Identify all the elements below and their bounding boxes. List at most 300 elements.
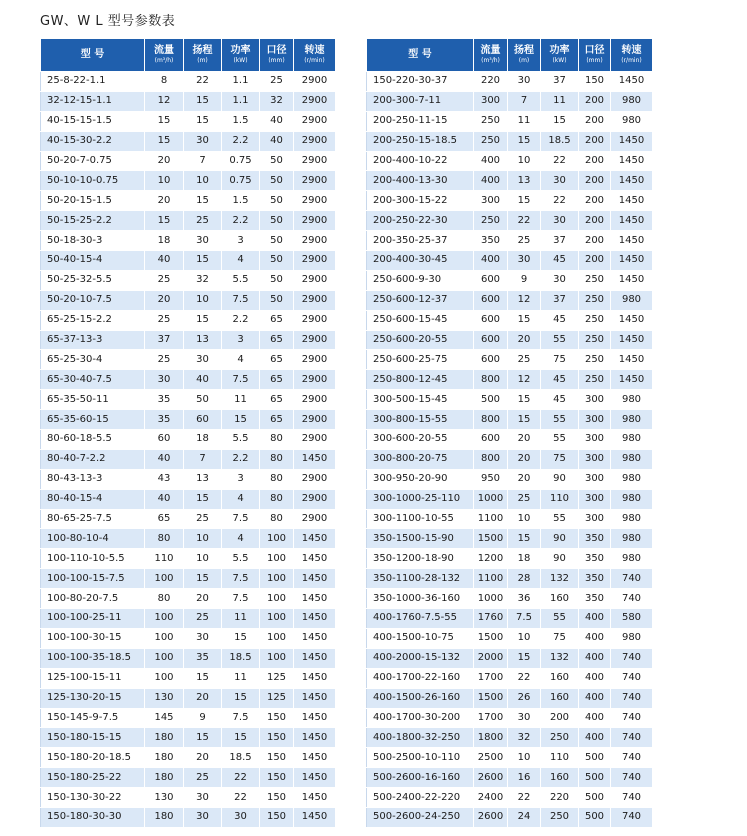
model-cell: 100-100-25-11 [41, 609, 145, 629]
head-cell: 15 [184, 111, 222, 131]
table-row [367, 410, 653, 430]
caliber-cell: 50 [260, 251, 294, 271]
model-cell: 150-180-25-22 [41, 768, 145, 788]
caliber-cell: 300 [579, 509, 611, 529]
caliber-cell: 40 [260, 131, 294, 151]
caliber-cell: 65 [260, 310, 294, 330]
table-row [367, 310, 653, 330]
model-cell: 40-15-15-1.5 [41, 111, 145, 131]
table-row [41, 549, 336, 569]
speed-cell: 2900 [294, 350, 336, 370]
power-cell: 3 [222, 231, 260, 251]
caliber-cell: 400 [579, 688, 611, 708]
table-row [367, 111, 653, 131]
table-row [367, 549, 653, 569]
speed-cell: 1450 [611, 211, 653, 231]
table-row [41, 609, 336, 629]
speed-cell: 2900 [294, 72, 336, 92]
flow-cell: 500 [474, 390, 508, 410]
caliber-cell: 100 [260, 529, 294, 549]
header-flow: 流量 (m³/h) [145, 39, 184, 72]
flow-cell: 950 [474, 469, 508, 489]
head-cell: 13 [184, 469, 222, 489]
caliber-cell: 50 [260, 191, 294, 211]
power-cell: 1.5 [222, 111, 260, 131]
model-cell: 50-18-30-3 [41, 231, 145, 251]
speed-cell: 980 [611, 509, 653, 529]
table-row [41, 390, 336, 410]
table-row [367, 171, 653, 191]
power-cell: 5.5 [222, 270, 260, 290]
model-cell: 500-2600-16-160 [367, 768, 474, 788]
model-cell: 80-65-25-7.5 [41, 509, 145, 529]
head-cell: 30 [508, 708, 541, 728]
model-cell: 50-20-7-0.75 [41, 151, 145, 171]
header-model: 型 号 [367, 39, 474, 72]
speed-cell: 1450 [611, 171, 653, 191]
head-cell: 24 [508, 807, 541, 827]
caliber-cell: 250 [579, 370, 611, 390]
flow-cell: 1100 [474, 509, 508, 529]
speed-cell: 1450 [294, 529, 336, 549]
parameter-table-right [366, 38, 653, 828]
flow-cell: 2400 [474, 788, 508, 808]
power-cell: 30 [222, 807, 260, 827]
head-cell: 15 [184, 668, 222, 688]
flow-cell: 8 [145, 72, 184, 92]
head-cell: 36 [508, 589, 541, 609]
flow-cell: 20 [145, 151, 184, 171]
speed-cell: 1450 [294, 768, 336, 788]
power-cell: 75 [541, 350, 579, 370]
speed-cell: 1450 [294, 609, 336, 629]
model-cell: 200-250-11-15 [367, 111, 474, 131]
caliber-cell: 500 [579, 807, 611, 827]
model-cell: 400-2000-15-132 [367, 648, 474, 668]
head-cell: 25 [508, 350, 541, 370]
speed-cell: 980 [611, 469, 653, 489]
table-row [367, 131, 653, 151]
header-model: 型 号 [41, 39, 145, 72]
model-cell: 500-2400-22-220 [367, 788, 474, 808]
model-cell: 350-1000-36-160 [367, 589, 474, 609]
caliber-cell: 50 [260, 151, 294, 171]
model-cell: 400-1800-32-250 [367, 728, 474, 748]
power-cell: 55 [541, 609, 579, 629]
table-body-left [41, 72, 336, 828]
caliber-cell: 300 [579, 390, 611, 410]
power-cell: 3 [222, 330, 260, 350]
speed-cell: 2900 [294, 111, 336, 131]
head-cell: 12 [508, 290, 541, 310]
head-cell: 13 [184, 330, 222, 350]
speed-cell: 2900 [294, 270, 336, 290]
power-cell: 4 [222, 251, 260, 271]
power-cell: 15 [541, 111, 579, 131]
model-cell: 50-20-10-7.5 [41, 290, 145, 310]
head-cell: 13 [508, 171, 541, 191]
caliber-cell: 300 [579, 489, 611, 509]
head-cell: 20 [508, 449, 541, 469]
speed-cell: 1450 [294, 648, 336, 668]
model-cell: 250-600-12-37 [367, 290, 474, 310]
speed-cell: 980 [611, 410, 653, 430]
flow-cell: 600 [474, 350, 508, 370]
model-cell: 350-1500-15-90 [367, 529, 474, 549]
flow-cell: 35 [145, 390, 184, 410]
table-row [367, 350, 653, 370]
power-cell: 220 [541, 788, 579, 808]
speed-cell: 1450 [611, 231, 653, 251]
speed-cell: 2900 [294, 251, 336, 271]
caliber-cell: 100 [260, 569, 294, 589]
table-row [367, 807, 653, 827]
model-cell: 32-12-15-1.1 [41, 91, 145, 111]
model-cell: 300-1100-10-55 [367, 509, 474, 529]
power-cell: 30 [541, 171, 579, 191]
caliber-cell: 250 [579, 270, 611, 290]
power-cell: 7.5 [222, 569, 260, 589]
model-cell: 65-30-40-7.5 [41, 370, 145, 390]
flow-cell: 2600 [474, 768, 508, 788]
power-cell: 22 [222, 768, 260, 788]
caliber-cell: 50 [260, 171, 294, 191]
model-cell: 250-600-25-75 [367, 350, 474, 370]
model-cell: 125-130-20-15 [41, 688, 145, 708]
head-cell: 15 [508, 410, 541, 430]
speed-cell: 2900 [294, 211, 336, 231]
head-cell: 10 [184, 549, 222, 569]
table-row [367, 648, 653, 668]
speed-cell: 1450 [611, 270, 653, 290]
table-row [367, 748, 653, 768]
power-cell: 132 [541, 569, 579, 589]
speed-cell: 1450 [294, 728, 336, 748]
flow-cell: 1500 [474, 688, 508, 708]
header-caliber: 口径 (mm) [260, 39, 294, 72]
power-cell: 110 [541, 489, 579, 509]
speed-cell: 2900 [294, 131, 336, 151]
head-cell: 10 [508, 628, 541, 648]
flow-cell: 400 [474, 171, 508, 191]
power-cell: 22 [541, 151, 579, 171]
caliber-cell: 80 [260, 469, 294, 489]
power-cell: 75 [541, 449, 579, 469]
caliber-cell: 250 [579, 350, 611, 370]
flow-cell: 60 [145, 430, 184, 450]
head-cell: 15 [184, 728, 222, 748]
caliber-cell: 500 [579, 748, 611, 768]
model-cell: 150-180-30-30 [41, 807, 145, 827]
head-cell: 30 [184, 131, 222, 151]
caliber-cell: 350 [579, 589, 611, 609]
head-cell: 20 [508, 469, 541, 489]
caliber-cell: 200 [579, 191, 611, 211]
caliber-cell: 125 [260, 688, 294, 708]
speed-cell: 2900 [294, 310, 336, 330]
caliber-cell: 80 [260, 509, 294, 529]
head-cell: 10 [184, 290, 222, 310]
table-row [41, 788, 336, 808]
power-cell: 45 [541, 370, 579, 390]
model-cell: 500-2500-10-110 [367, 748, 474, 768]
head-cell: 30 [184, 807, 222, 827]
table-row [367, 330, 653, 350]
power-cell: 250 [541, 728, 579, 748]
table-header-row [41, 39, 336, 72]
table-row [367, 788, 653, 808]
speed-cell: 2900 [294, 290, 336, 310]
speed-cell: 2900 [294, 171, 336, 191]
speed-cell: 1450 [294, 748, 336, 768]
power-cell: 37 [541, 72, 579, 92]
table-row [41, 171, 336, 191]
model-cell: 200-300-15-22 [367, 191, 474, 211]
speed-cell: 2900 [294, 91, 336, 111]
head-cell: 28 [508, 569, 541, 589]
power-cell: 250 [541, 807, 579, 827]
head-cell: 20 [508, 330, 541, 350]
power-cell: 15 [222, 410, 260, 430]
caliber-cell: 300 [579, 410, 611, 430]
table-row [41, 430, 336, 450]
head-cell: 15 [508, 390, 541, 410]
caliber-cell: 200 [579, 231, 611, 251]
model-cell: 125-100-15-11 [41, 668, 145, 688]
head-cell: 22 [508, 668, 541, 688]
table-row [41, 648, 336, 668]
head-cell: 30 [508, 72, 541, 92]
power-cell: 7.5 [222, 708, 260, 728]
flow-cell: 600 [474, 310, 508, 330]
power-cell: 75 [541, 628, 579, 648]
speed-cell: 1450 [611, 251, 653, 271]
power-cell: 18.5 [222, 648, 260, 668]
caliber-cell: 300 [579, 469, 611, 489]
flow-cell: 600 [474, 270, 508, 290]
table-row [41, 310, 336, 330]
model-cell: 300-1000-25-110 [367, 489, 474, 509]
table-row [367, 509, 653, 529]
flow-cell: 100 [145, 668, 184, 688]
caliber-cell: 100 [260, 628, 294, 648]
speed-cell: 2900 [294, 231, 336, 251]
caliber-cell: 125 [260, 668, 294, 688]
caliber-cell: 400 [579, 628, 611, 648]
model-cell: 100-110-10-5.5 [41, 549, 145, 569]
head-cell: 10 [184, 171, 222, 191]
power-cell: 5.5 [222, 549, 260, 569]
caliber-cell: 100 [260, 609, 294, 629]
table-row [41, 768, 336, 788]
flow-cell: 43 [145, 469, 184, 489]
flow-cell: 40 [145, 251, 184, 271]
speed-cell: 580 [611, 609, 653, 629]
model-cell: 400-1700-30-200 [367, 708, 474, 728]
speed-cell: 980 [611, 91, 653, 111]
model-cell: 150-220-30-37 [367, 72, 474, 92]
head-cell: 9 [184, 708, 222, 728]
speed-cell: 980 [611, 628, 653, 648]
speed-cell: 740 [611, 768, 653, 788]
speed-cell: 1450 [294, 449, 336, 469]
caliber-cell: 200 [579, 91, 611, 111]
table-row [367, 768, 653, 788]
table-row [41, 509, 336, 529]
model-cell: 400-1500-10-75 [367, 628, 474, 648]
head-cell: 15 [184, 91, 222, 111]
model-cell: 200-250-22-30 [367, 211, 474, 231]
flow-cell: 2500 [474, 748, 508, 768]
flow-cell: 100 [145, 628, 184, 648]
head-cell: 15 [508, 310, 541, 330]
power-cell: 11 [222, 609, 260, 629]
caliber-cell: 150 [260, 708, 294, 728]
model-cell: 100-100-15-7.5 [41, 569, 145, 589]
caliber-cell: 50 [260, 270, 294, 290]
speed-cell: 1450 [294, 688, 336, 708]
speed-cell: 1450 [611, 350, 653, 370]
caliber-cell: 65 [260, 370, 294, 390]
power-cell: 200 [541, 708, 579, 728]
speed-cell: 740 [611, 569, 653, 589]
power-cell: 3 [222, 469, 260, 489]
head-cell: 12 [508, 370, 541, 390]
caliber-cell: 200 [579, 111, 611, 131]
caliber-cell: 150 [260, 768, 294, 788]
flow-cell: 25 [145, 270, 184, 290]
flow-cell: 1800 [474, 728, 508, 748]
power-cell: 18.5 [222, 748, 260, 768]
model-cell: 25-8-22-1.1 [41, 72, 145, 92]
flow-cell: 1000 [474, 489, 508, 509]
caliber-cell: 400 [579, 668, 611, 688]
table-row [41, 469, 336, 489]
power-cell: 11 [222, 668, 260, 688]
caliber-cell: 500 [579, 788, 611, 808]
flow-cell: 20 [145, 290, 184, 310]
head-cell: 26 [508, 688, 541, 708]
speed-cell: 2900 [294, 330, 336, 350]
model-cell: 100-100-35-18.5 [41, 648, 145, 668]
speed-cell: 1450 [611, 370, 653, 390]
table-row [41, 151, 336, 171]
power-cell: 45 [541, 390, 579, 410]
caliber-cell: 50 [260, 231, 294, 251]
table-row [367, 569, 653, 589]
speed-cell: 740 [611, 807, 653, 827]
table-row [41, 708, 336, 728]
table-row [367, 290, 653, 310]
table-row [41, 91, 336, 111]
table-row [41, 350, 336, 370]
caliber-cell: 400 [579, 648, 611, 668]
table-row [367, 211, 653, 231]
table-row [41, 290, 336, 310]
power-cell: 90 [541, 469, 579, 489]
power-cell: 15 [222, 628, 260, 648]
flow-cell: 10 [145, 171, 184, 191]
power-cell: 4 [222, 350, 260, 370]
head-cell: 32 [184, 270, 222, 290]
caliber-cell: 65 [260, 330, 294, 350]
model-cell: 200-400-13-30 [367, 171, 474, 191]
speed-cell: 980 [611, 111, 653, 131]
flow-cell: 40 [145, 449, 184, 469]
model-cell: 200-350-25-37 [367, 231, 474, 251]
model-cell: 400-1500-26-160 [367, 688, 474, 708]
table-row [41, 231, 336, 251]
speed-cell: 980 [611, 290, 653, 310]
table-row [41, 410, 336, 430]
power-cell: 11 [541, 91, 579, 111]
table-row [367, 91, 653, 111]
head-cell: 15 [508, 529, 541, 549]
parameter-table-left [40, 38, 336, 828]
flow-cell: 220 [474, 72, 508, 92]
model-cell: 80-40-15-4 [41, 489, 145, 509]
caliber-cell: 400 [579, 728, 611, 748]
page-title: GW、W L 型号参数表 [40, 14, 176, 29]
head-cell: 25 [184, 609, 222, 629]
head-cell: 25 [508, 489, 541, 509]
speed-cell: 2900 [294, 489, 336, 509]
head-cell: 30 [184, 231, 222, 251]
head-cell: 9 [508, 270, 541, 290]
head-cell: 10 [184, 529, 222, 549]
flow-cell: 250 [474, 111, 508, 131]
power-cell: 2.2 [222, 449, 260, 469]
head-cell: 35 [184, 648, 222, 668]
model-cell: 350-1200-18-90 [367, 549, 474, 569]
speed-cell: 2900 [294, 390, 336, 410]
table-row [41, 449, 336, 469]
speed-cell: 740 [611, 589, 653, 609]
flow-cell: 20 [145, 191, 184, 211]
speed-cell: 1450 [294, 708, 336, 728]
model-cell: 150-130-30-22 [41, 788, 145, 808]
head-cell: 15 [184, 191, 222, 211]
table-row [367, 589, 653, 609]
flow-cell: 110 [145, 549, 184, 569]
table-row [367, 270, 653, 290]
model-cell: 100-100-30-15 [41, 628, 145, 648]
power-cell: 1.5 [222, 191, 260, 211]
caliber-cell: 200 [579, 151, 611, 171]
power-cell: 7.5 [222, 290, 260, 310]
caliber-cell: 80 [260, 430, 294, 450]
table-row [367, 430, 653, 450]
flow-cell: 400 [474, 251, 508, 271]
header-head: 扬程 (m) [508, 39, 541, 72]
speed-cell: 740 [611, 788, 653, 808]
head-cell: 7 [508, 91, 541, 111]
model-cell: 65-35-60-15 [41, 410, 145, 430]
table-row [41, 72, 336, 92]
flow-cell: 1760 [474, 609, 508, 629]
speed-cell: 740 [611, 708, 653, 728]
power-cell: 55 [541, 410, 579, 430]
flow-cell: 35 [145, 410, 184, 430]
model-cell: 300-950-20-90 [367, 469, 474, 489]
flow-cell: 250 [474, 131, 508, 151]
speed-cell: 2900 [294, 370, 336, 390]
head-cell: 16 [508, 768, 541, 788]
power-cell: 15 [222, 688, 260, 708]
table-row [41, 628, 336, 648]
flow-cell: 1500 [474, 529, 508, 549]
speed-cell: 1450 [611, 191, 653, 211]
